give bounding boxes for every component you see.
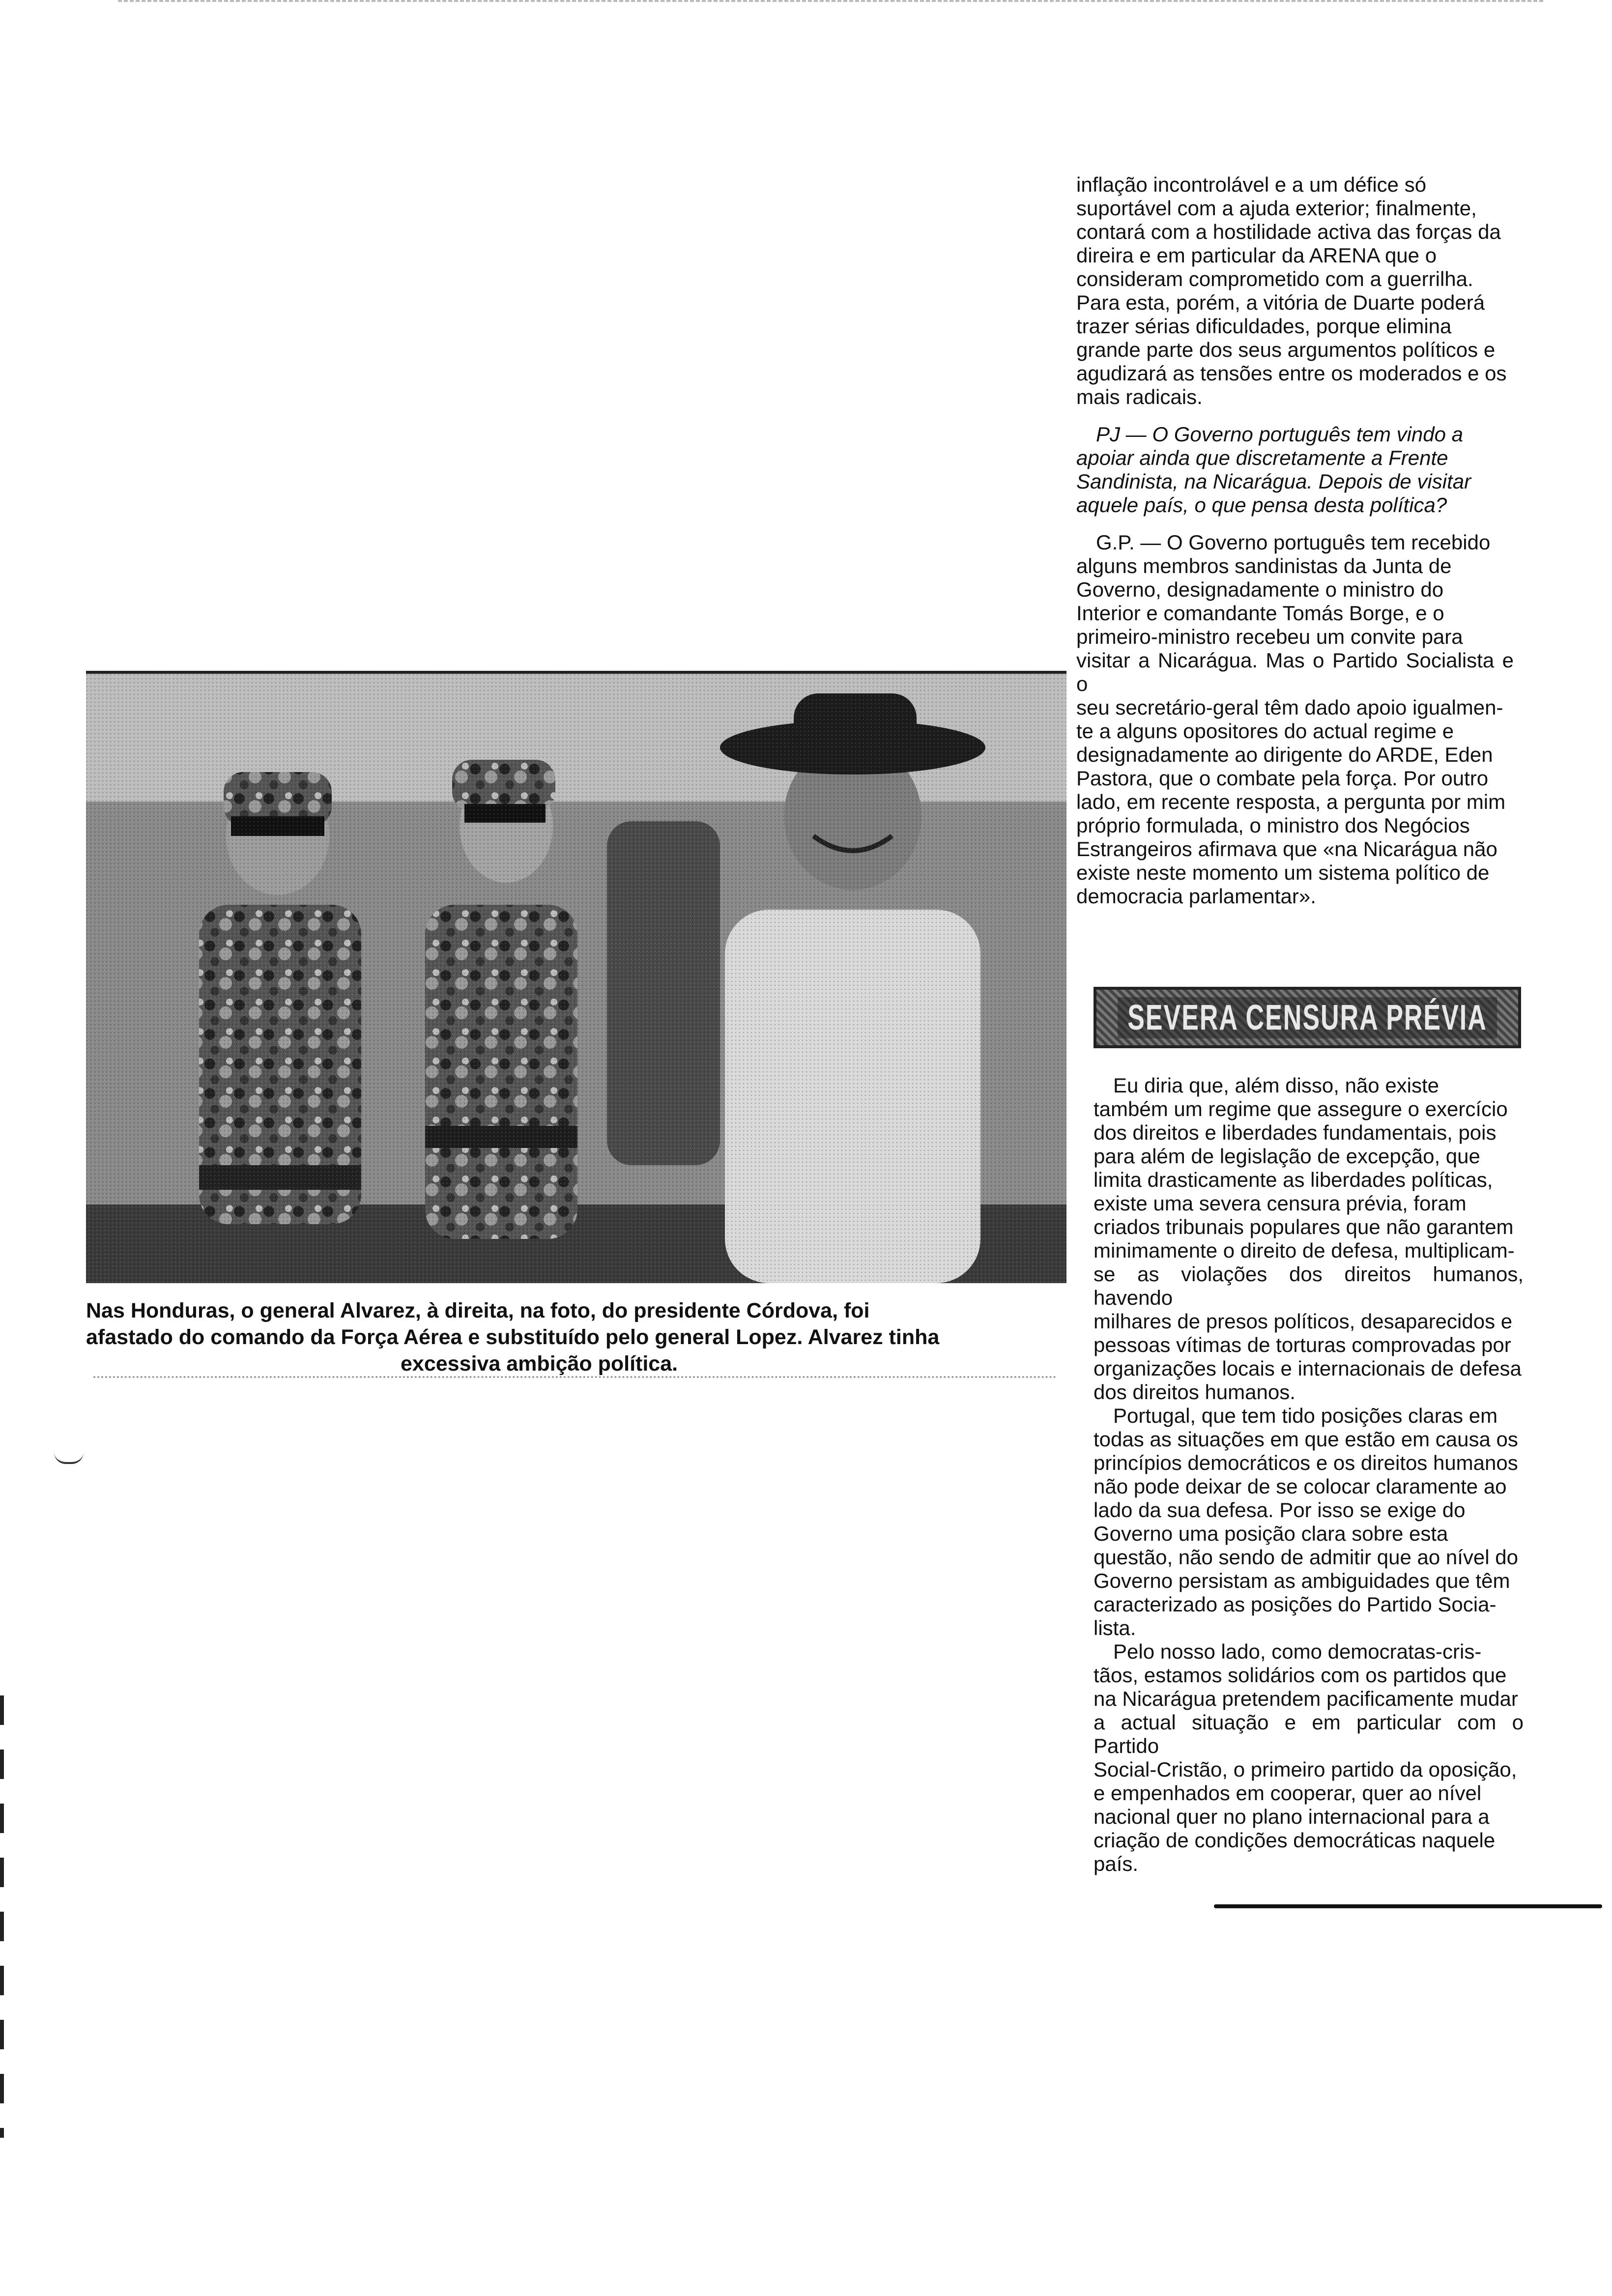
caption-line: afastado do comando da Força Aérea e substituído pelo general Lopez. Alvarez tinha (86, 1325, 940, 1349)
text-line: na Nicarágua pretendem pacificamente mudar (1094, 1687, 1518, 1710)
text-line: inflação incontrolável e a um défice só (1076, 173, 1427, 196)
article-end-rule (1214, 1904, 1602, 1908)
text-line: Para esta, porém, a vitória de Duarte poderá (1076, 291, 1485, 314)
text-line: próprio formulada, o ministro dos Negócios (1076, 814, 1470, 837)
text-line: pessoas vítimas de torturas comprovadas por (1094, 1333, 1511, 1356)
paragraph-inflation (1076, 173, 1514, 409)
text-line: para além de legislação de excepção, que (1094, 1145, 1480, 1168)
text-line: existe neste momento um sistema político de (1076, 861, 1490, 884)
photo-caption (86, 1297, 1069, 1377)
text-line: PJ — O Governo português tem vindo a (1096, 423, 1464, 446)
text-line: Estrangeiros afirmava que «na Nicarágua não (1076, 837, 1497, 861)
text-line: grande parte dos seus argumentos políticos e (1076, 338, 1496, 361)
interview-answer (1076, 531, 1514, 908)
text-line: princípios democráticos e os direitos humanos (1094, 1451, 1518, 1474)
article-column-top (1076, 173, 1514, 908)
text-line: dos direitos e liberdades fundamentais, pois (1094, 1121, 1497, 1144)
top-scan-rule (118, 0, 1543, 5)
text-line: direira e em particular da ARENA que o (1076, 244, 1437, 267)
text-line: aquele país, o que pensa desta política? (1076, 493, 1447, 517)
caption-scan-noise (93, 1376, 1057, 1388)
text-line: organizações locais e internacionais de defesa (1094, 1357, 1522, 1380)
text-line: país. (1094, 1852, 1139, 1875)
text-line: designadamente ao dirigente do ARDE, Eden (1076, 743, 1493, 766)
text-line: Social-Cristão, o primeiro partido da oposição, (1094, 1758, 1517, 1781)
interview-question (1076, 423, 1514, 517)
caption-line: excessiva ambição política. (401, 1352, 678, 1376)
text-line: Pelo nosso lado, como democratas-cris- (1113, 1640, 1482, 1663)
left-scan-mark (54, 1452, 84, 1464)
text-line: caracterizado as posições do Partido Socia- (1094, 1593, 1497, 1616)
text-line: tãos, estamos solidários com os partidos que (1094, 1664, 1507, 1687)
text-line: Pastora, que o combate pela força. Por outro (1076, 767, 1489, 790)
text-line: também um regime que assegure o exercício (1094, 1097, 1508, 1120)
text-line: suportável com a ajuda exterior; finalmente, (1076, 197, 1477, 220)
text-line: existe uma severa censura prévia, foram (1094, 1192, 1467, 1215)
text-line: G.P. — O Governo português tem recebido (1096, 531, 1491, 554)
text-line: Sandinista, na Nicarágua. Depois de visitar (1076, 470, 1471, 493)
text-line: minimamente o direito de defesa, multiplicam- (1094, 1239, 1515, 1262)
text-line: consideram comprometido com a guerrilha. (1076, 267, 1473, 290)
text-line: nacional quer no plano internacional para a (1094, 1805, 1490, 1828)
left-edge-scan-marks (0, 1695, 4, 2138)
text-line: primeiro-ministro recebeu um convite para (1076, 625, 1463, 648)
text-line: dos direitos humanos. (1094, 1380, 1295, 1404)
text-line: Portugal, que tem tido posições claras em (1113, 1404, 1498, 1427)
text-line: criados tribunais populares que não garantem (1094, 1215, 1514, 1238)
paragraph-portugal (1094, 1404, 1524, 1640)
paragraph-censura (1094, 1074, 1524, 1404)
text-line: se as violações dos direitos humanos, havendo (1094, 1263, 1524, 1309)
text-line: lado da sua defesa. Por isso se exige do (1094, 1498, 1466, 1521)
text-line: democracia parlamentar». (1076, 885, 1316, 908)
text-line: limita drasticamente as liberdades políticas, (1094, 1168, 1493, 1191)
text-line: e empenhados em cooperar, quer ao nível (1094, 1781, 1482, 1805)
text-line: todas as situações em que estão em causa os (1094, 1428, 1518, 1451)
text-line: trazer sérias dificuldades, porque elimina (1076, 315, 1452, 338)
text-line: criação de condições democráticas naquele (1094, 1829, 1496, 1852)
paragraph-final (1094, 1640, 1524, 1876)
article-column-bottom (1094, 1074, 1524, 1876)
text-line: mais radicais. (1076, 385, 1203, 408)
text-line: alguns membros sandinistas da Junta de (1076, 554, 1452, 577)
text-line: questão, não sendo de admitir que ao nível do (1094, 1546, 1518, 1569)
text-line: não pode deixar de se colocar claramente ao (1094, 1475, 1507, 1498)
section-heading: SEVERA CENSURA PRÉVIA (1118, 997, 1497, 1038)
text-line: Interior e comandante Tomás Borge, e o (1076, 602, 1444, 625)
text-line: te a alguns opositores do actual regime e (1076, 719, 1454, 743)
news-photo (86, 671, 1066, 1283)
text-line: lista. (1094, 1616, 1136, 1639)
text-line: milhares de presos políticos, desaparecidos e (1094, 1310, 1513, 1333)
text-line: Eu diria que, além disso, não existe (1113, 1074, 1439, 1097)
text-line: apoiar ainda que discretamente a Frente (1076, 446, 1448, 469)
text-line: Governo persistam as ambiguidades que têm (1094, 1569, 1510, 1592)
text-line: visitar a Nicarágua. Mas o Partido Socialista e o (1076, 649, 1514, 695)
text-line: lado, em recente resposta, a pergunta por mim (1076, 790, 1506, 813)
section-heading-box (1094, 987, 1521, 1048)
photo-illustration (86, 674, 1066, 1283)
text-line: seu secretário-geral têm dado apoio igualmen- (1076, 696, 1503, 719)
text-line: contará com a hostilidade activa das forças da (1076, 220, 1501, 243)
text-line: Governo uma posição clara sobre esta (1094, 1522, 1448, 1545)
text-line: Governo, designadamente o ministro do (1076, 578, 1444, 601)
text-line: a actual situação e em particular com o Partido (1094, 1711, 1524, 1757)
text-line: agudizará as tensões entre os moderados e os (1076, 362, 1507, 385)
caption-line: Nas Honduras, o general Alvarez, à direita, na foto, do presidente Córdova, foi (86, 1299, 870, 1322)
